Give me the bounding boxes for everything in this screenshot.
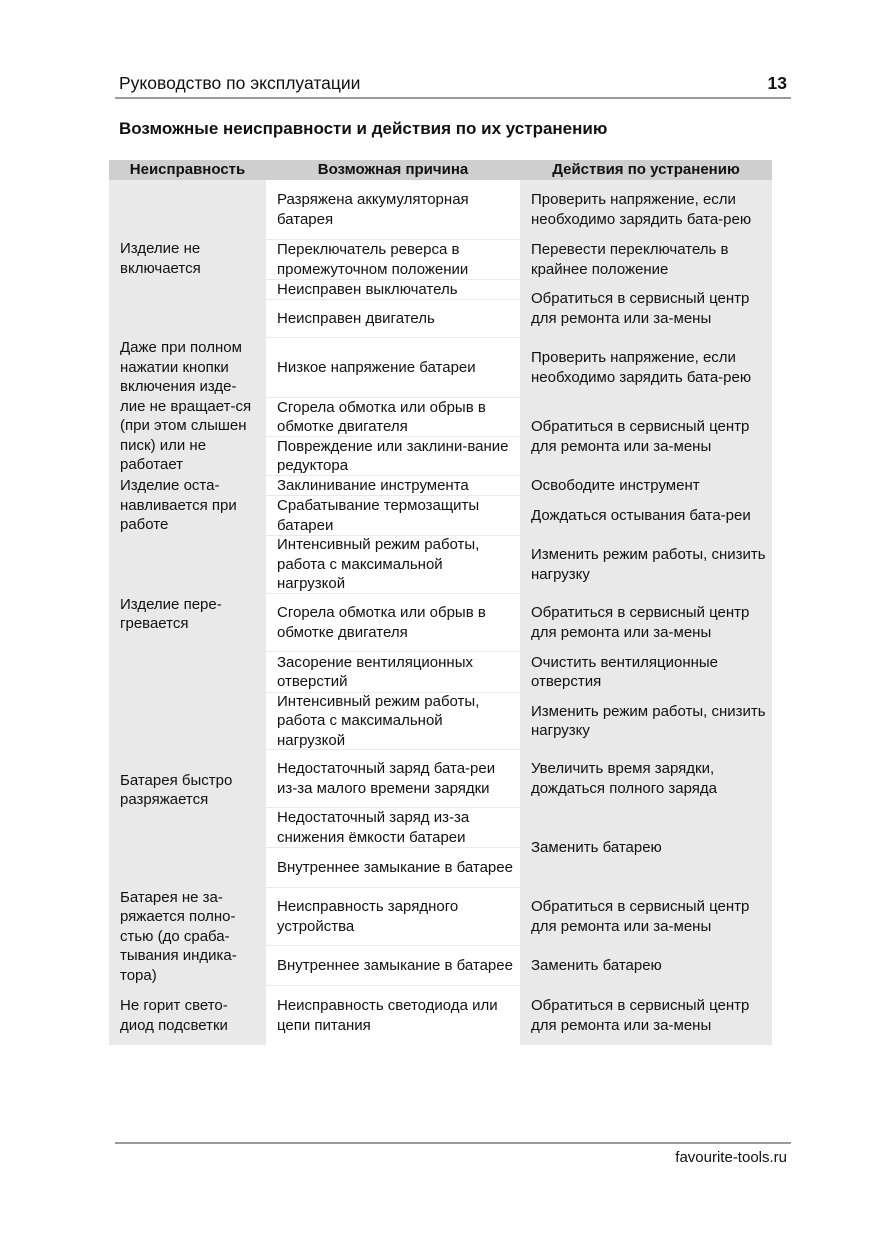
fault-cell: Изделие не включается xyxy=(109,180,266,337)
action-cell: Заменить батарею xyxy=(520,946,772,985)
cause-cell: Неисправность зарядного устройства xyxy=(266,888,520,945)
cause-cell: Неисправен двигатель xyxy=(266,300,520,337)
fault-cell: Не горит свето-диод подсветки xyxy=(109,986,266,1045)
cause-cell: Низкое напряжение батареи xyxy=(266,338,520,397)
cause-cell: Внутреннее замыкание в батарее xyxy=(266,946,520,985)
action-cell: Увеличить время зарядки, дождаться полного заряда xyxy=(520,750,772,807)
action-cell: Перевести переключатель в крайнее положение xyxy=(520,240,772,279)
action-cell: Очистить вентиляционные отверстия xyxy=(520,652,772,692)
header-divider xyxy=(115,97,791,99)
cause-cell: Интенсивный режим работы, работа с максимальной нагрузкой xyxy=(266,693,520,749)
cause-cell: Неисправность светодиода или цепи питания xyxy=(266,986,520,1045)
cause-cell: Сгорела обмотка или обрыв в обмотке двигателя xyxy=(266,594,520,651)
cause-cell: Срабатывание термозащиты батареи xyxy=(266,496,520,535)
cause-cell: Разряжена аккумуляторная батарея xyxy=(266,180,520,239)
document-title: Руководство по эксплуатации xyxy=(119,73,361,93)
cause-cell: Неисправен выключатель xyxy=(266,280,520,299)
fault-cell: Изделие оста-навливается при работе xyxy=(109,476,266,535)
footer-website: favourite-tools.ru xyxy=(675,1149,787,1166)
footer-divider xyxy=(115,1142,791,1144)
cause-cell: Интенсивный режим работы, работа с максимальной нагрузкой xyxy=(266,536,520,593)
action-cell: Дождаться остывания бата-реи xyxy=(520,496,772,535)
fault-cell: Батарея не за-ряжается полно-стью (до сраба-тывания индика-тора) xyxy=(109,888,266,985)
troubleshooting-table xyxy=(109,160,772,1045)
action-cell: Заменить батарею xyxy=(520,808,772,887)
action-cell: Освободите инструмент xyxy=(520,476,772,495)
action-cell: Изменить режим работы, снизить нагрузку xyxy=(520,693,772,749)
cause-cell: Заклинивание инструмента xyxy=(266,476,520,495)
section-title: Возможные неисправности и действия по их устранению xyxy=(119,119,608,138)
cause-cell: Переключатель реверса в промежуточном положении xyxy=(266,240,520,279)
page-number: 13 xyxy=(767,73,787,93)
action-cell: Проверить напряжение, если необходимо зарядить бата-рею xyxy=(520,180,772,239)
action-cell: Обратиться в сервисный центр для ремонта или за-мены xyxy=(520,888,772,945)
column-header-action: Действия по устранению xyxy=(520,160,772,180)
action-cell: Обратиться в сервисный центр для ремонта или за-мены xyxy=(520,398,772,475)
cause-cell: Повреждение или заклини-вание редуктора xyxy=(266,437,520,475)
cause-cell: Засорение вентиляционных отверстий xyxy=(266,652,520,692)
action-cell: Изменить режим работы, снизить нагрузку xyxy=(520,536,772,593)
fault-cell: Изделие пере-гревается xyxy=(109,536,266,692)
fault-cell: Батарея быстро разряжается xyxy=(109,693,266,887)
cause-cell: Недостаточный заряд бата-реи из-за малого времени зарядки xyxy=(266,750,520,807)
cause-cell: Внутреннее замыкание в батарее xyxy=(266,848,520,887)
action-cell: Обратиться в сервисный центр для ремонта или за-мены xyxy=(520,280,772,337)
cause-cell: Сгорела обмотка или обрыв в обмотке двигателя xyxy=(266,398,520,436)
column-header-fault: Неисправность xyxy=(109,160,266,180)
column-header-cause: Возможная причина xyxy=(266,160,520,180)
action-cell: Обратиться в сервисный центр для ремонта или за-мены xyxy=(520,986,772,1045)
action-cell: Проверить напряжение, если необходимо зарядить бата-рею xyxy=(520,338,772,397)
action-cell: Обратиться в сервисный центр для ремонта или за-мены xyxy=(520,594,772,651)
fault-cell: Даже при полном нажатии кнопки включения изде-лие не вращает-ся (при этом слышен писк) или не работает xyxy=(109,338,266,475)
cause-cell: Недостаточный заряд из-за снижения ёмкости батареи xyxy=(266,808,520,847)
